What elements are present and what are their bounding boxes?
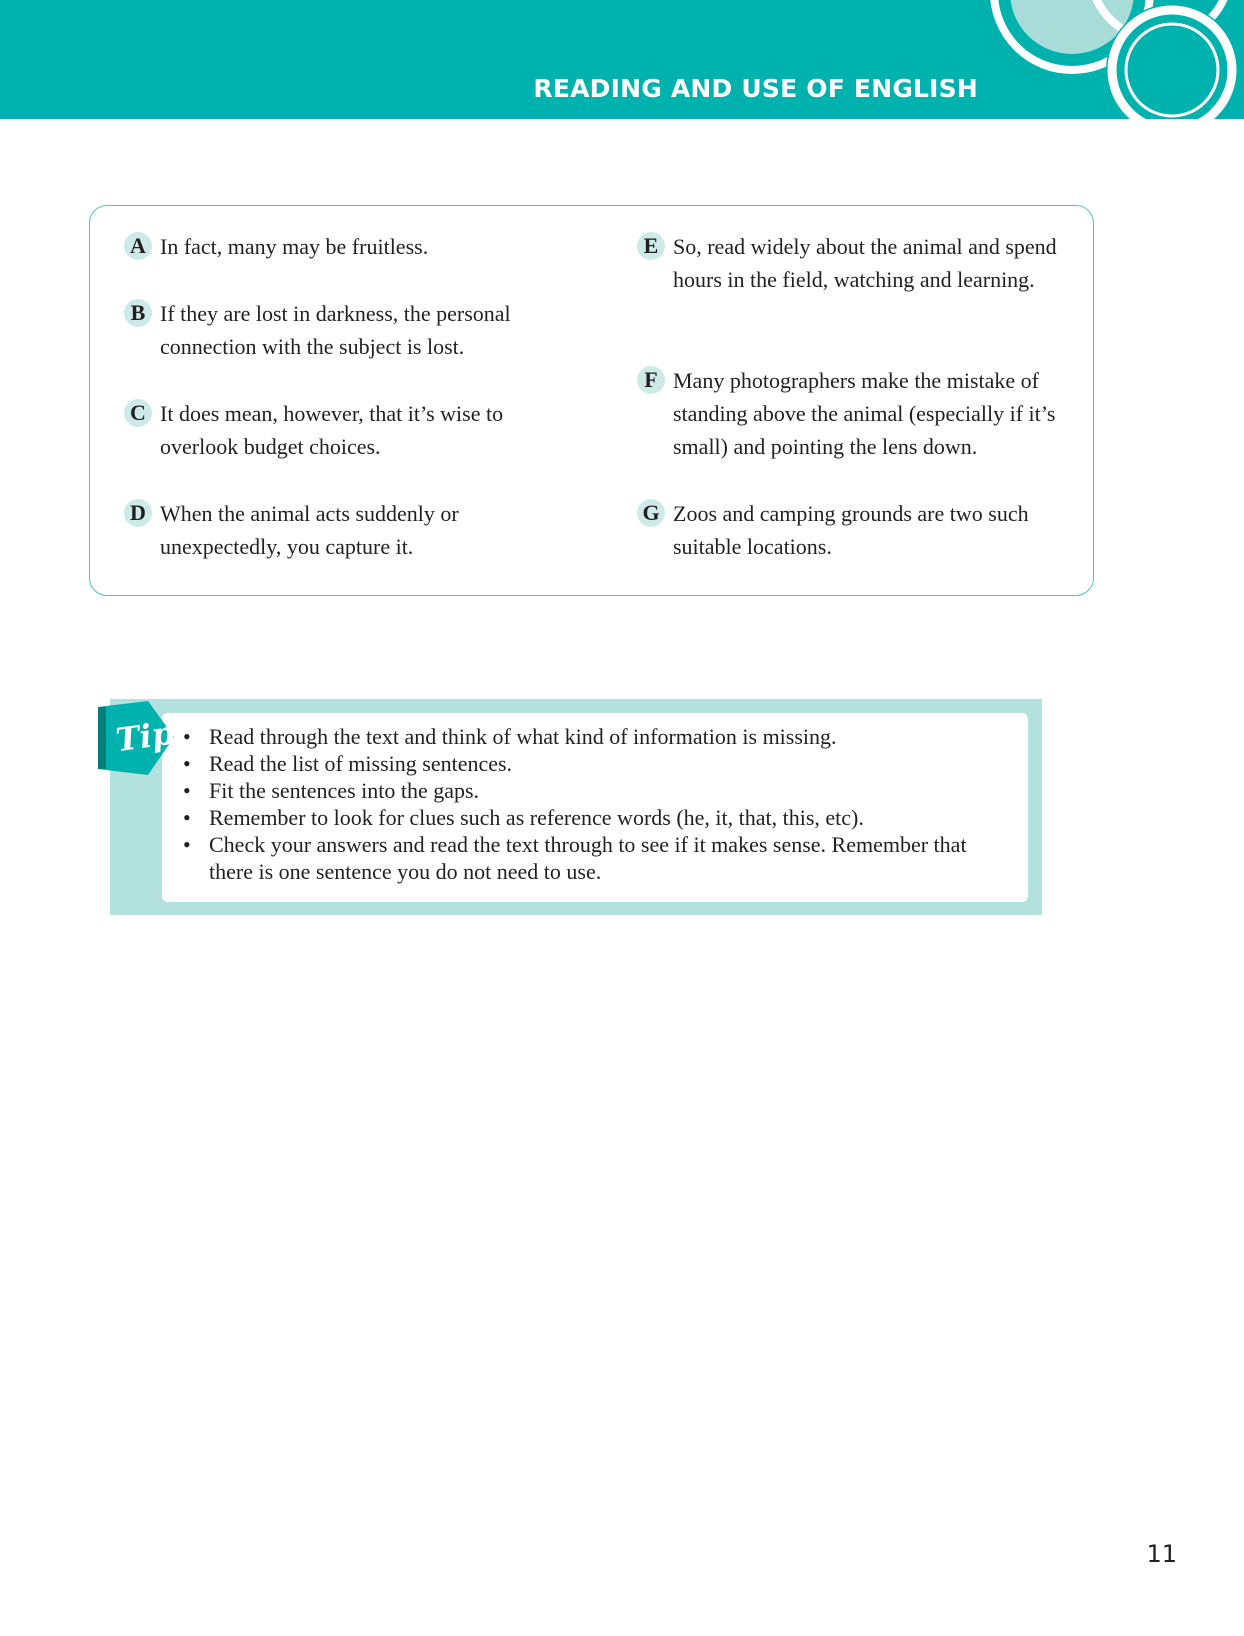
option-text: Zoos and camping grounds are two such suitable locations. — [673, 501, 1029, 559]
tip-badge-label: Tip — [113, 713, 176, 760]
tip-badge-icon — [96, 699, 176, 779]
tip-item-text: Check your answers and read the text through to see if it makes sense. Remember that there is one sentence you do not need to use. — [209, 832, 967, 884]
tip-item-text: Read the list of missing sentences. — [209, 751, 513, 776]
option-d — [124, 497, 564, 563]
option-text: Many photographers make the mistake of standing above the animal (especially if it’s small) and pointing the lens down. — [673, 368, 1056, 459]
tip-item-text: Remember to look for clues such as reference words (he, it, that, this, etc). — [209, 805, 864, 830]
option-c — [124, 397, 564, 463]
option-letter: B — [124, 299, 152, 327]
option-text: In fact, many may be fruitless. — [160, 234, 429, 259]
option-letter: E — [637, 232, 665, 260]
bullet: • — [183, 778, 191, 803]
option-letter: D — [124, 499, 152, 527]
tip-item — [183, 750, 1013, 777]
tip-item — [183, 777, 1013, 804]
option-text: If they are lost in darkness, the personal connection with the subject is lost. — [160, 301, 511, 359]
bullet: • — [183, 805, 191, 830]
option-g — [637, 497, 1077, 563]
option-f — [637, 364, 1077, 463]
bullet: • — [183, 832, 191, 857]
tip-item-text: Fit the sentences into the gaps. — [209, 778, 480, 803]
option-text: So, read widely about the animal and spend hours in the field, watching and learning. — [673, 234, 1057, 292]
option-b — [124, 297, 564, 363]
header-band — [0, 0, 1244, 119]
option-e — [637, 230, 1077, 296]
option-letter: C — [124, 399, 152, 427]
option-letter: G — [637, 499, 665, 527]
tip-item-text: Read through the text and think of what kind of information is missing. — [209, 724, 837, 749]
tip-item — [183, 831, 1013, 885]
tip-list — [183, 723, 1013, 885]
option-text: It does mean, however, that it’s wise to overlook budget choices. — [160, 401, 504, 459]
option-letter: A — [124, 232, 152, 260]
option-a — [124, 230, 564, 263]
bullet: • — [183, 724, 191, 749]
option-text: When the animal acts suddenly or unexpectedly, you capture it. — [160, 501, 459, 559]
section-title: READING AND USE OF ENGLISH — [533, 74, 978, 103]
tip-item — [183, 723, 1013, 750]
option-letter: F — [637, 366, 665, 394]
page-number: 11 — [1146, 1540, 1177, 1568]
tip-item — [183, 804, 1013, 831]
bullet: • — [183, 751, 191, 776]
